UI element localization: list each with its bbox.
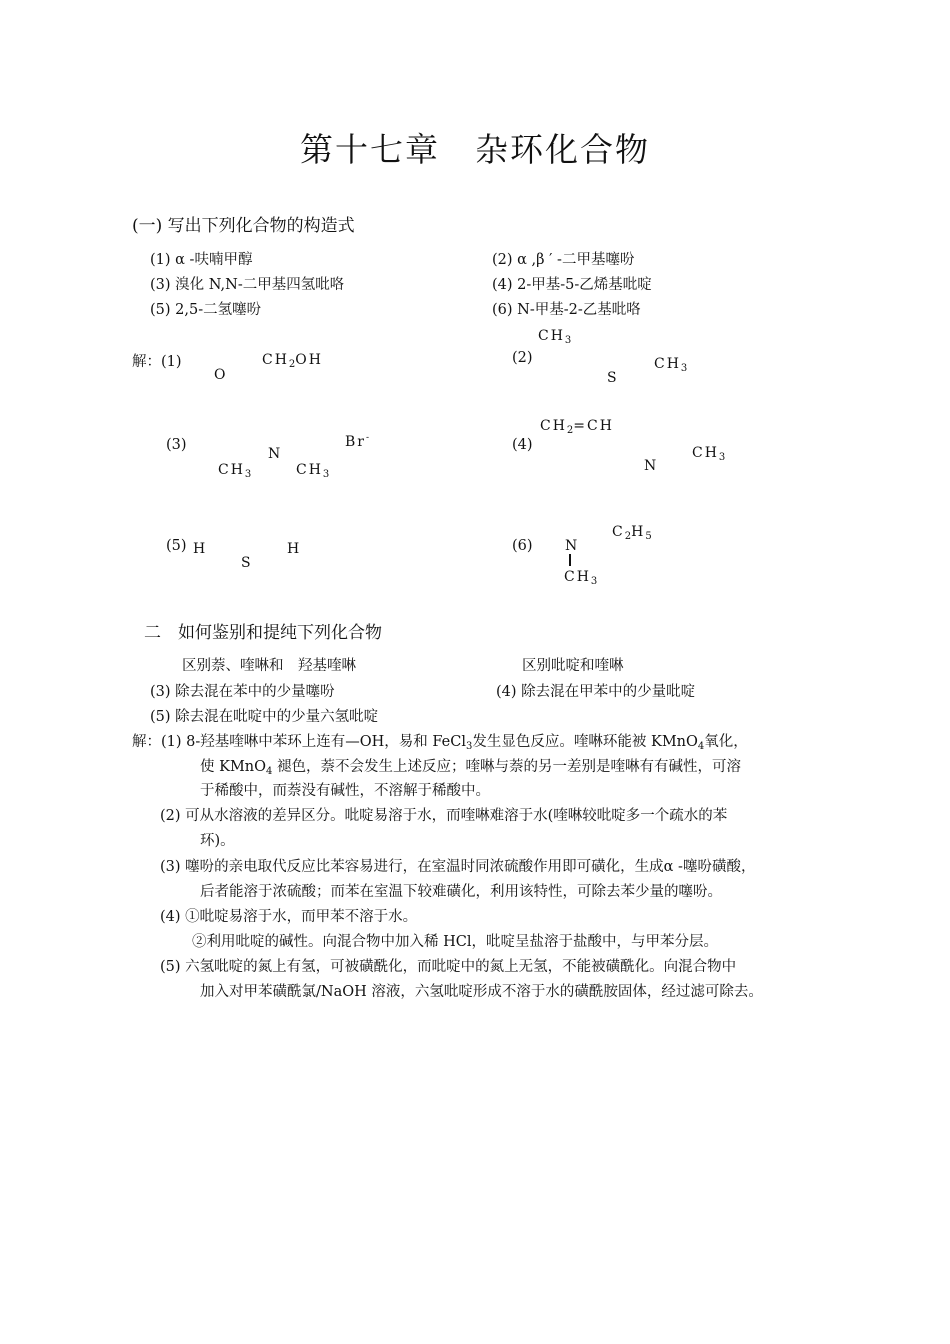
- answer-1-line-1: 解：(1) 8-羟基喹啉中苯环上连有—OH，易和 FeCl$_3$发生显色反应。喹啉环能被 KMnO$_4$氧化，: [132, 734, 748, 752]
- structure-4-methyl: $CH_3$: [692, 445, 726, 463]
- answer-2-line-2: 环)。: [200, 833, 235, 849]
- answer-5-line-1: (5) 六氢吡啶的氮上有氢，可被磺酰化，而吡啶中的氮上无氢，不能被磺酰化。向混合物中: [160, 959, 737, 975]
- structure-5-hydrogen-2: H: [287, 541, 302, 557]
- question2-item-5: (5) 除去混在吡啶中的少量六氢吡啶: [150, 709, 379, 725]
- structure-5-hydrogen-1: H: [193, 541, 208, 557]
- question-item-2: (2) α ,β ′ -二甲基噻吩: [492, 252, 635, 268]
- question2-item-4: (4) 除去混在甲苯中的少量吡啶: [496, 684, 696, 700]
- question-item-5: (5) 2,5-二氢噻吩: [150, 302, 262, 318]
- structure-4-nitrogen: N: [644, 458, 659, 474]
- section1-heading: (一) 写出下列化合物的构造式: [132, 216, 355, 236]
- structure-6-methyl: $CH_3$: [564, 569, 598, 587]
- structure-1-group: $CH_2OH$: [262, 352, 323, 370]
- answer-5-line-2: 加入对甲苯磺酰氯/NaOH 溶液，六氢吡啶形成不溶于水的磺酰胺固体，经过滤可除去。: [200, 984, 763, 1000]
- structure-5-label: (5): [166, 538, 187, 554]
- structure-4-label: (4): [512, 437, 533, 453]
- question2-item-3: (3) 除去混在苯中的少量噻吩: [150, 684, 335, 700]
- structure-6-ethyl: $C_2H_5$: [612, 524, 652, 542]
- question-item-1: (1) α -呋喃甲醇: [150, 252, 253, 268]
- answer-3-line-1: (3) 噻吩的亲电取代反应比苯容易进行，在室温时同浓硫酸作用即可磺化，生成α -噻吩磺酸，: [160, 859, 756, 875]
- structure-3-methyl-2: $CH_3$: [296, 462, 330, 480]
- structure-6-bond: [569, 554, 571, 566]
- structure-3-nitrogen: N: [268, 446, 283, 462]
- page-title: 第十七章 杂环化合物: [300, 130, 650, 169]
- structure-6-nitrogen: N: [565, 538, 580, 554]
- structure-6-label: (6): [512, 538, 533, 554]
- answer-4-line-1: (4) ①吡啶易溶于水，而甲苯不溶于水。: [160, 909, 418, 925]
- answer-4-line-2: ②利用吡啶的碱性。向混合物中加入稀 HCl，吡啶呈盐溶于盐酸中，与甲苯分层。: [192, 934, 718, 950]
- structure-2-label: (2): [512, 350, 533, 366]
- structure-3-bromide: Br-: [345, 433, 372, 450]
- structure-4-vinyl: $CH_2=CH$: [540, 418, 614, 436]
- structure-1-oxygen: O: [214, 367, 228, 383]
- question-item-6: (6) N-甲基-2-乙基吡咯: [492, 302, 641, 318]
- answer-2-line-1: (2) 可从水溶液的差异区分。吡啶易溶于水，而喹啉难溶于水(喹啉较吡啶多一个疏水的苯: [160, 808, 728, 824]
- structure-5-sulfur: S: [241, 555, 253, 571]
- question2-item-1: 区别萘、喹啉和 羟基喹啉: [182, 658, 356, 674]
- question2-item-2: 区别吡啶和喹啉: [522, 658, 624, 674]
- answer-3-line-2: 后者能溶于浓硫酸；而苯在室温下较难磺化，利用该特性，可除去苯少量的噻吩。: [200, 884, 722, 900]
- structure-3-label: (3): [166, 437, 187, 453]
- structure-3-methyl-1: $CH_3$: [218, 462, 252, 480]
- answer-1-line-2: 使 KMnO$_4$ 褪色，萘不会发生上述反应；喹啉与萘的另一差别是喹啉有有碱性，可溶: [200, 759, 741, 777]
- question-item-4: (4) 2-甲基-5-乙烯基吡啶: [492, 277, 652, 293]
- answer-label-1: 解：(1): [132, 354, 182, 370]
- answer-1-line-3: 于稀酸中，而萘没有碱性，不溶解于稀酸中。: [200, 783, 490, 799]
- structure-2-right-methyl: $CH_3$: [654, 356, 688, 374]
- question-item-3: (3) 溴化 N,N-二甲基四氢吡咯: [150, 277, 345, 293]
- structure-2-sulfur: S: [607, 370, 619, 386]
- section2-heading: 二 如何鉴别和提纯下列化合物: [144, 623, 382, 643]
- structure-2-top-methyl: $CH_3$: [538, 328, 572, 346]
